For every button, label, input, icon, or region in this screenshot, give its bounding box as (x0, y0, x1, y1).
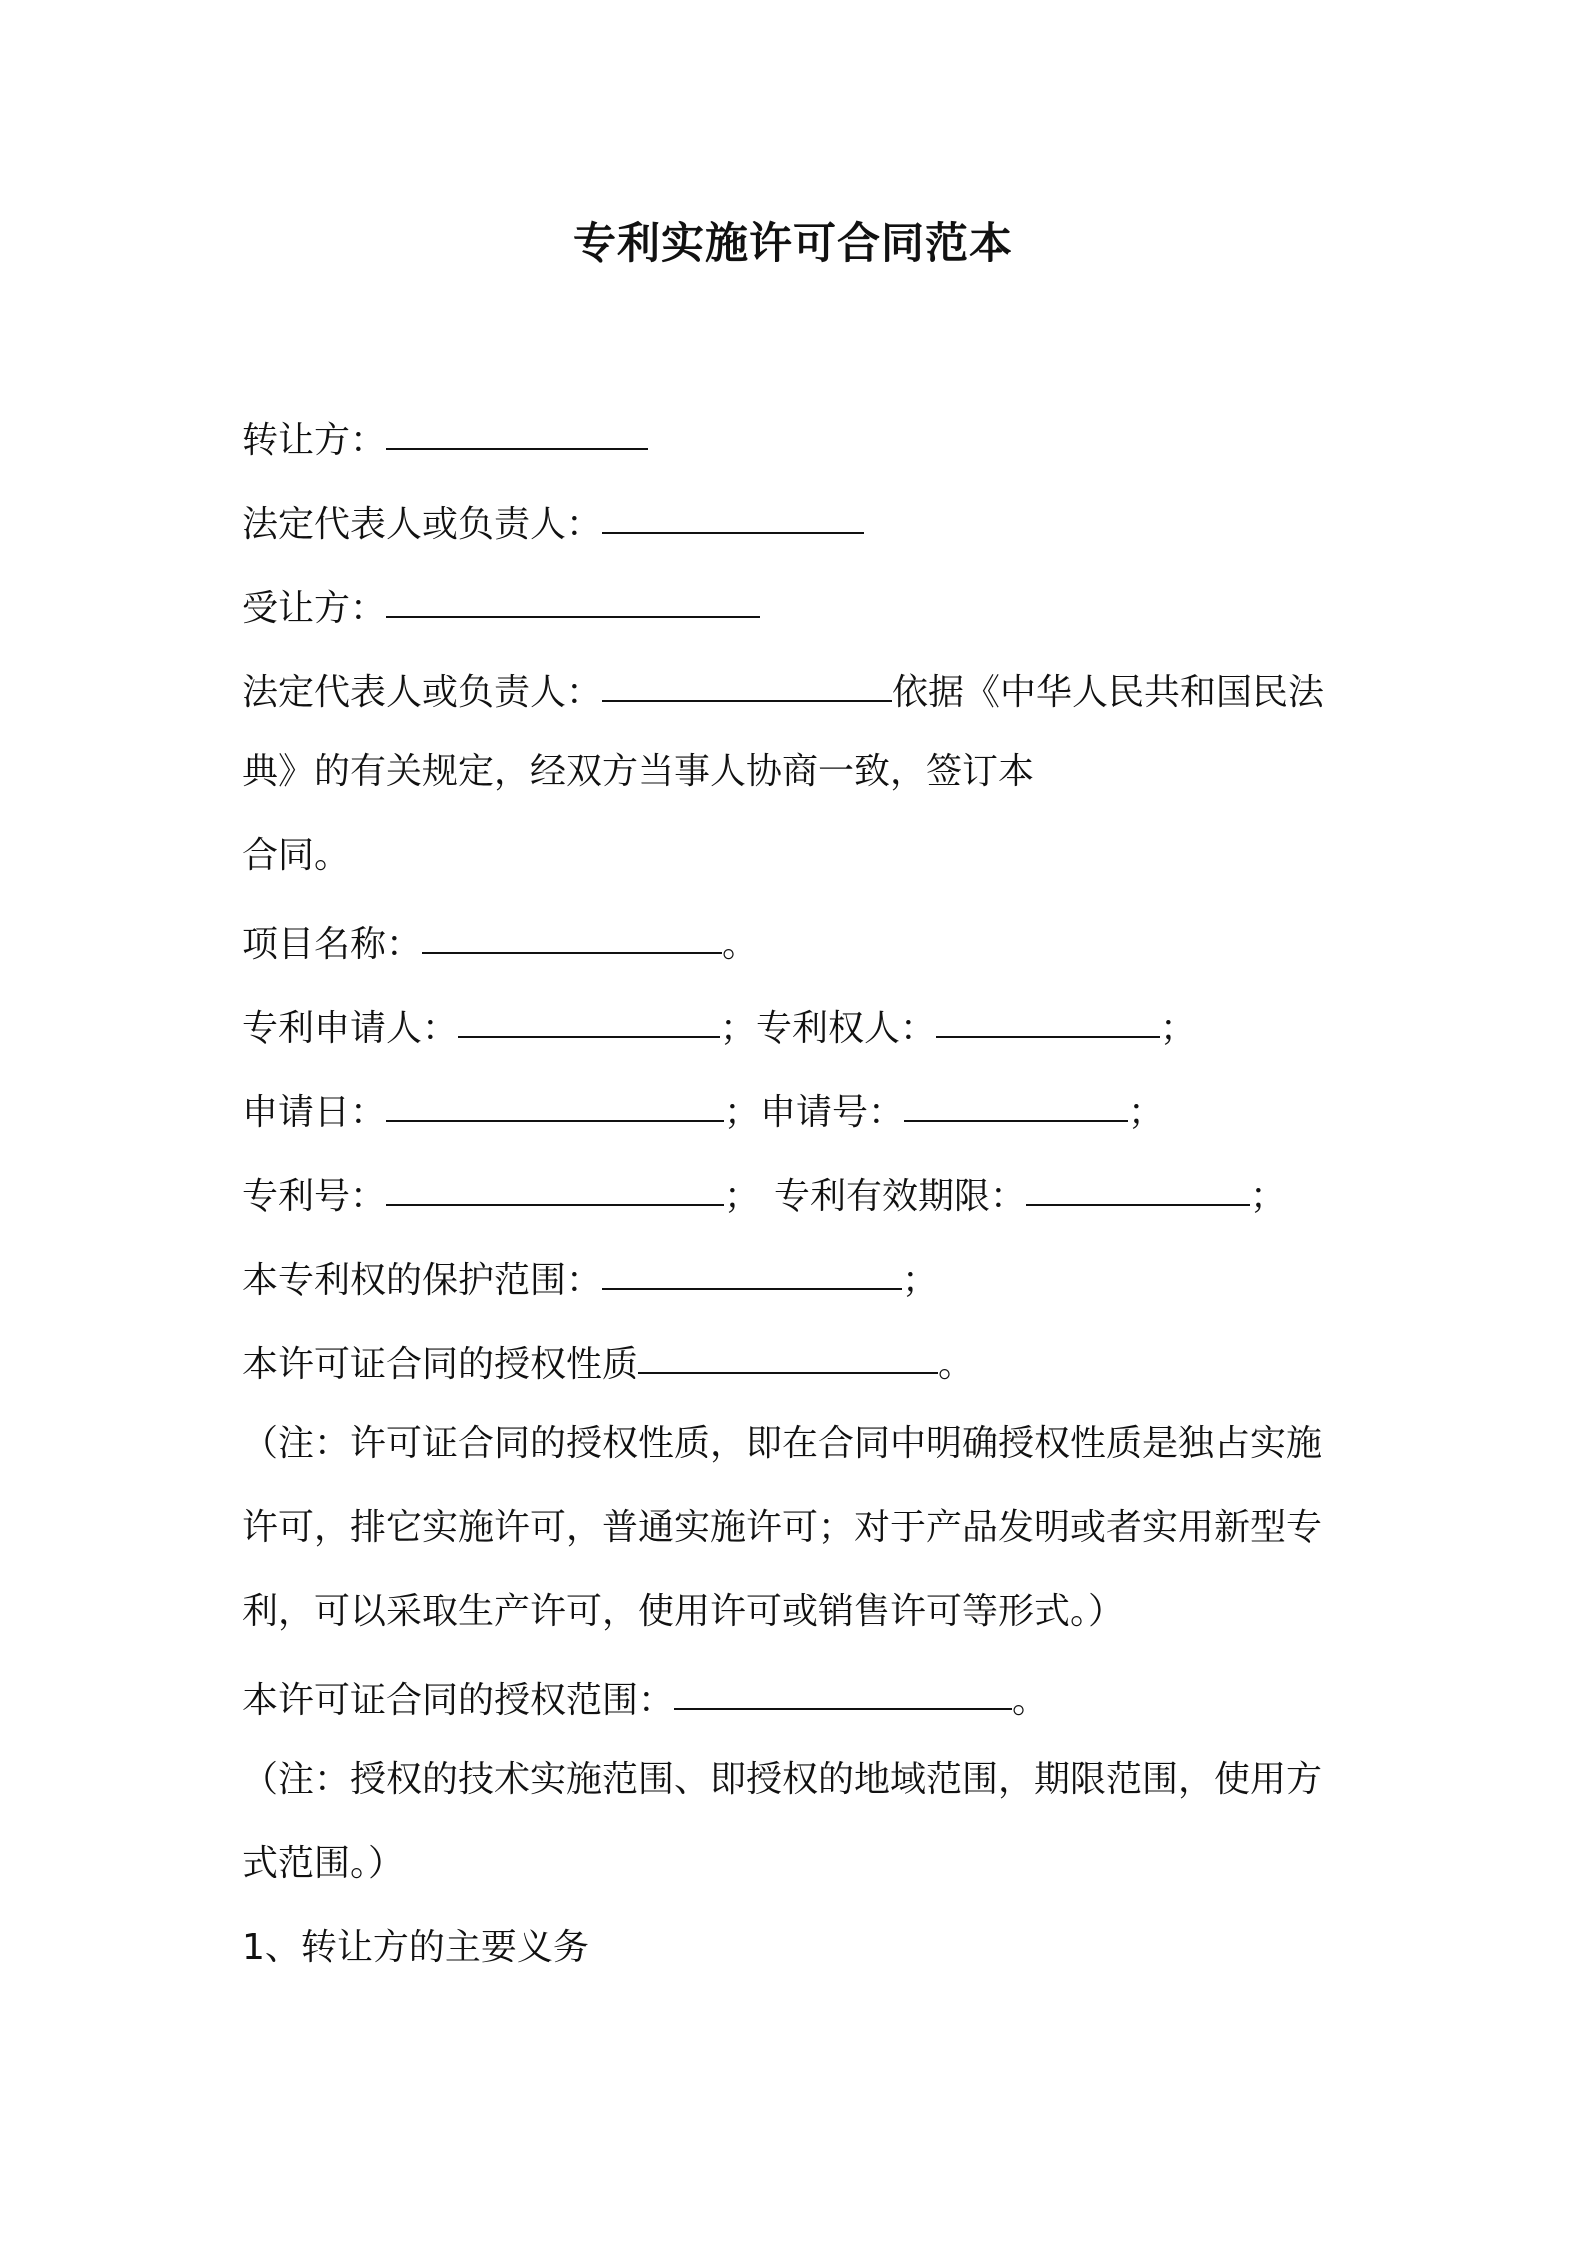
transferee-blank[interactable] (386, 576, 760, 618)
patent-no-label: 专利号： (242, 1176, 387, 1217)
license-nature-label: 本许可证合同的授权性质 (242, 1344, 639, 1385)
semicolon: ； (1128, 1092, 1165, 1133)
section1-heading-text: 1、转让方的主要义务 (242, 1927, 589, 1968)
note1-text-1: （注：许可证合同的授权性质，即在合同中明确授权性质是独占实施 (242, 1423, 1323, 1464)
license-scope-label: 本许可证合同的授权范围： (242, 1680, 675, 1721)
note2-line1 (242, 1752, 1322, 1808)
transferor-line (242, 408, 648, 464)
patent-no-blank[interactable] (386, 1164, 724, 1206)
legal-rep-blank[interactable] (602, 492, 864, 534)
legal-rep-blank-2[interactable] (602, 660, 892, 702)
basis-text-3: 合同。 (242, 835, 351, 876)
semicolon: ； (724, 1176, 761, 1217)
filing-date-blank[interactable] (386, 1080, 724, 1122)
transferee-label: 受让方： (242, 588, 387, 629)
semicolon: ； (720, 1008, 757, 1049)
document-title: 专利实施许可合同范本 (573, 219, 1013, 269)
protection-scope-label: 本专利权的保护范围： (242, 1260, 603, 1301)
patent-applicant-blank[interactable] (458, 996, 720, 1038)
semicolon: ； (1160, 1008, 1197, 1049)
filing-line (242, 1080, 1164, 1136)
note1-text-2: 许可，排它实施许可，普通实施许可；对于产品发明或者实用新型专 (242, 1507, 1323, 1548)
application-no-label: 申请号： (760, 1092, 905, 1133)
period-mark: 。 (722, 924, 759, 965)
application-no-blank[interactable] (904, 1080, 1128, 1122)
section1-heading (242, 1920, 589, 1976)
filing-date-label: 申请日： (242, 1092, 387, 1133)
legal-rep-line (242, 492, 864, 548)
note1-line2 (242, 1500, 1322, 1556)
semicolon: ； (902, 1260, 939, 1301)
protection-scope-line (242, 1248, 938, 1304)
note2-text-2: 式范围。） (242, 1843, 405, 1884)
license-nature-line (242, 1332, 974, 1388)
period-mark: 。 (938, 1344, 975, 1385)
basis-line-3 (242, 828, 350, 884)
legal-rep-label: 法定代表人或负责人： (242, 504, 603, 545)
basis-line-2 (242, 744, 1034, 800)
legal-rep-label-2: 法定代表人或负责人： (242, 672, 603, 713)
patent-no-line (242, 1164, 1286, 1220)
transferor-blank[interactable] (386, 408, 648, 450)
basis-text-1: 依据《中华人民共和国民法 (892, 672, 1325, 713)
license-scope-line (242, 1668, 1048, 1724)
basis-text-2: 典》的有关规定，经双方当事人协商一致，签订本 (242, 751, 1035, 792)
note2-line2 (242, 1836, 404, 1892)
legal-rep-line-2 (242, 660, 1324, 716)
license-scope-blank[interactable] (674, 1668, 1012, 1710)
project-name-label: 项目名称： (242, 924, 423, 965)
transferor-label: 转让方： (242, 420, 387, 461)
note1-line1 (242, 1416, 1322, 1472)
semicolon: ； (724, 1092, 761, 1133)
patent-applicant-label: 专利申请人： (242, 1008, 459, 1049)
semicolon: ； (1250, 1176, 1287, 1217)
applicant-line (242, 996, 1196, 1052)
patent-term-label: 专利有效期限： (774, 1176, 1027, 1217)
protection-scope-blank[interactable] (602, 1248, 902, 1290)
patent-term-blank[interactable] (1026, 1164, 1250, 1206)
note1-text-3: 利，可以采取生产许可，使用许可或销售许可等形式。） (242, 1591, 1125, 1632)
project-name-blank[interactable] (422, 912, 722, 954)
note2-text-1: （注：授权的技术实施范围、即授权的地域范围，期限范围，使用方 (242, 1759, 1323, 1800)
note1-line3 (242, 1584, 1124, 1640)
patentee-blank[interactable] (936, 996, 1160, 1038)
period-mark: 。 (1012, 1680, 1049, 1721)
license-nature-blank[interactable] (638, 1332, 938, 1374)
transferee-line (242, 576, 760, 632)
project-name-line (242, 912, 758, 968)
patentee-label: 专利权人： (756, 1008, 937, 1049)
